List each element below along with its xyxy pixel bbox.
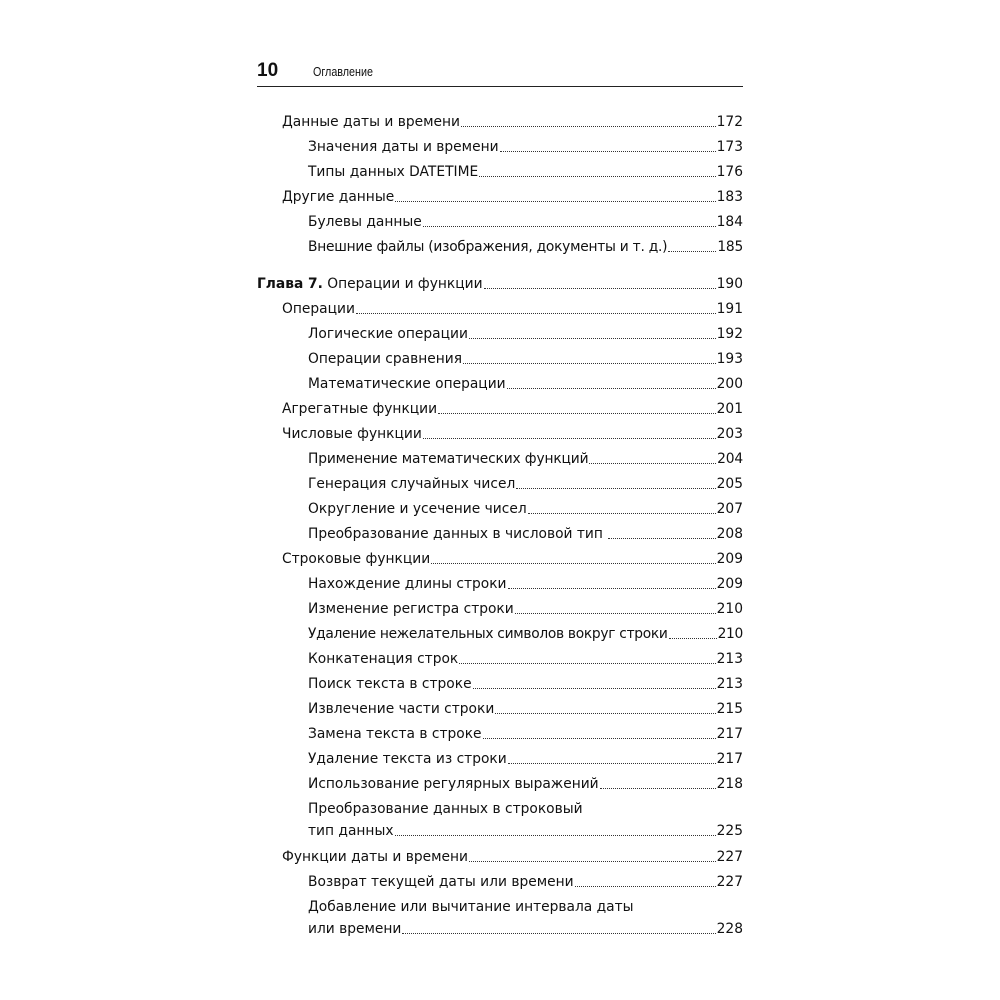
toc-entry-title-line1: Добавление или вычитание интервала даты — [308, 899, 634, 915]
toc-entry — [308, 822, 743, 840]
toc-entry-page: 209 — [716, 551, 743, 567]
dot-leader — [608, 538, 715, 539]
dot-leader — [402, 933, 715, 934]
dot-leader — [515, 613, 716, 614]
toc-entry-title: Извлечение части строки — [308, 701, 495, 717]
toc-entry-title: Логические операции — [308, 326, 468, 342]
toc-entry-page: 215 — [716, 701, 743, 717]
dot-leader — [600, 788, 716, 789]
chapter-label: Глава 7. — [257, 276, 323, 292]
toc-entry — [282, 550, 743, 568]
toc-chapter-entry — [257, 275, 743, 293]
toc-entry — [308, 525, 743, 543]
toc-entry — [308, 500, 743, 518]
toc-entry — [308, 750, 743, 768]
dot-leader — [500, 151, 716, 152]
dot-leader — [469, 338, 716, 339]
dot-leader — [669, 638, 717, 639]
toc-entry-page: 190 — [716, 276, 743, 292]
toc-entry-title: Строковые функции — [282, 551, 431, 567]
toc-entry-title: Преобразование данных в числовой тип — [308, 526, 608, 542]
toc-entry — [308, 138, 743, 156]
toc-entry-title: Использование регулярных выражений — [308, 776, 599, 792]
toc-entry — [308, 600, 743, 618]
toc-entry-page: 210 — [716, 601, 743, 617]
toc-entry — [308, 213, 743, 231]
toc-entry-title: Округление и усечение чисел — [308, 501, 527, 517]
toc-entry-page: 200 — [716, 376, 743, 392]
toc-entry-title: Генерация случайных чисел — [308, 476, 516, 492]
toc-entry — [308, 475, 743, 493]
dot-leader — [459, 663, 715, 664]
dot-leader — [423, 438, 716, 439]
dot-leader — [479, 176, 715, 177]
toc-entry-title: Числовые функции — [282, 426, 422, 442]
toc-entry — [308, 325, 743, 343]
toc-entry-page: 185 — [717, 239, 743, 255]
toc-entry-page: 228 — [716, 921, 743, 937]
toc-entry — [308, 238, 743, 256]
dot-leader — [356, 313, 716, 314]
toc-entry-page: 207 — [716, 501, 743, 517]
toc-entry-page: 184 — [716, 214, 743, 230]
dot-leader — [483, 738, 716, 739]
toc-entry-title: тип данных — [308, 823, 394, 839]
toc-entry — [308, 450, 743, 468]
toc-entry-page: 176 — [716, 164, 743, 180]
toc-entry-page: 204 — [717, 451, 743, 467]
dot-leader — [508, 588, 716, 589]
dot-leader — [469, 861, 716, 862]
dot-leader — [463, 363, 716, 364]
toc-entry-page: 210 — [717, 626, 743, 642]
toc-entry — [308, 375, 743, 393]
toc-entry — [282, 113, 743, 131]
toc-entry-title — [257, 275, 483, 293]
toc-entry-title: Внешние файлы (изображения, документы и т. д.) — [308, 239, 668, 255]
toc-entry-title: Конкатенация строк — [308, 651, 459, 667]
dot-leader — [516, 488, 715, 489]
toc-entry-page: 213 — [716, 651, 743, 667]
toc-entry — [282, 848, 743, 866]
toc-entry — [308, 675, 743, 693]
dot-leader — [395, 201, 715, 202]
toc-entry-page: 217 — [716, 751, 743, 767]
toc-entry — [282, 188, 743, 206]
toc-entry-page: 191 — [716, 301, 743, 317]
chapter-title: Операции и функции — [322, 276, 483, 292]
toc-entry — [308, 163, 743, 181]
running-head: Оглавление — [313, 65, 373, 79]
toc-entry — [308, 350, 743, 368]
toc-entry-page: 209 — [716, 576, 743, 592]
page-number: 10 — [257, 60, 279, 81]
toc-entry-title: Возврат текущей даты или времени — [308, 874, 574, 890]
dot-leader — [575, 886, 716, 887]
toc-entry — [308, 625, 743, 643]
toc-entry-title: Удаление текста из строки — [308, 751, 507, 767]
toc-entry — [282, 425, 743, 443]
toc-entry-page: 208 — [716, 526, 743, 542]
toc-entry-title: Функции даты и времени — [282, 849, 469, 865]
toc-entry-title: Нахождение длины строки — [308, 576, 507, 592]
toc-entry-title: Операции сравнения — [308, 351, 463, 367]
toc-entry-page: 172 — [716, 114, 743, 130]
dot-leader — [589, 463, 716, 464]
dot-leader — [473, 688, 716, 689]
dot-leader — [438, 413, 716, 414]
toc-entry — [308, 873, 743, 891]
toc-entry-title-line1: Преобразование данных в строковый — [308, 801, 583, 817]
dot-leader — [484, 288, 716, 289]
toc-entry — [282, 300, 743, 318]
toc-entry-title: Операции — [282, 301, 355, 317]
toc-entry-title: Изменение регистра строки — [308, 601, 514, 617]
dot-leader — [507, 388, 716, 389]
dot-leader — [508, 763, 716, 764]
toc-entry-page: 183 — [716, 189, 743, 205]
toc-entry-title: Поиск текста в строке — [308, 676, 472, 692]
toc-entry-title: или времени — [308, 921, 402, 937]
toc-entry-title: Данные даты и времени — [282, 114, 460, 130]
toc-entry — [282, 400, 743, 418]
toc-entry-page: 192 — [716, 326, 743, 342]
toc-entry-title: Агрегатные функции — [282, 401, 438, 417]
toc-entry-title: Булевы данные — [308, 214, 422, 230]
toc-entry-title: Другие данные — [282, 189, 395, 205]
toc-entry-page: 203 — [716, 426, 743, 442]
dot-leader — [495, 713, 715, 714]
toc-entry — [308, 725, 743, 743]
toc-entry-page: 193 — [716, 351, 743, 367]
toc-entry-page: 218 — [716, 776, 743, 792]
toc-entry-page: 225 — [716, 823, 743, 839]
toc-entry-title: Замена текста в строке — [308, 726, 482, 742]
toc-entry-title: Удаление нежелательных символов вокруг строки — [308, 626, 668, 642]
toc-entry-title: Математические операции — [308, 376, 506, 392]
dot-leader — [461, 126, 716, 127]
toc-entry-page: 173 — [716, 139, 743, 155]
dot-leader — [431, 563, 715, 564]
toc-entry — [308, 650, 743, 668]
toc-entry-page: 227 — [716, 874, 743, 890]
toc-entry-title: Применение математических функций — [308, 451, 589, 467]
dot-leader — [395, 835, 716, 836]
dot-leader — [668, 251, 716, 252]
toc-entry-title: Значения даты и времени — [308, 139, 499, 155]
toc-entry — [308, 920, 743, 938]
toc-entry — [308, 575, 743, 593]
toc-entry-page: 217 — [716, 726, 743, 742]
toc-entry-page: 213 — [716, 676, 743, 692]
toc-entry-page: 227 — [716, 849, 743, 865]
toc-entry — [308, 775, 743, 793]
dot-leader — [423, 226, 716, 227]
toc-entry — [308, 700, 743, 718]
toc-entry-page: 205 — [716, 476, 743, 492]
dot-leader — [528, 513, 716, 514]
toc-entry-title: Типы данных DATETIME — [308, 164, 479, 180]
toc-entry-page: 201 — [716, 401, 743, 417]
